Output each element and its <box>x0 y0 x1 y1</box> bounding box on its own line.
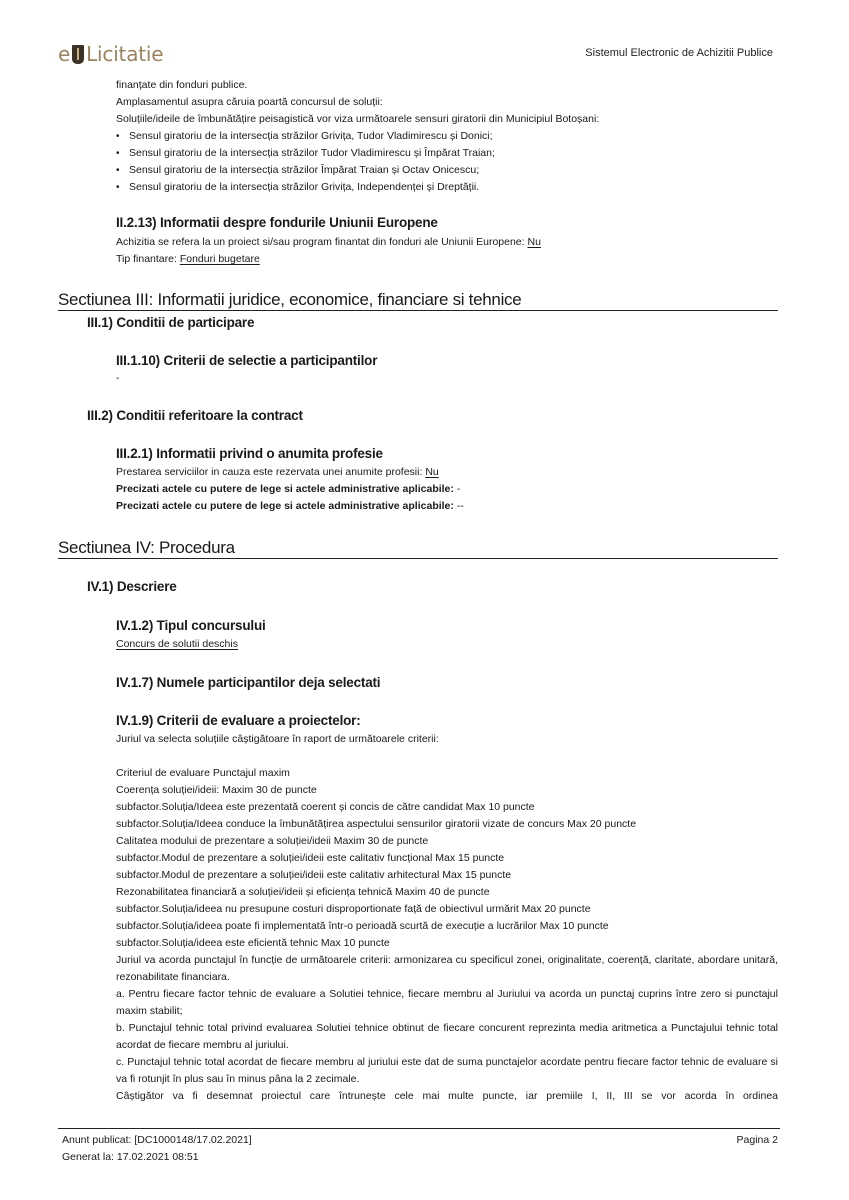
list-item: • Sensul giratoriu de la intersecția străzilor Tudor Vladimirescu și Împărat Traian; <box>116 145 599 162</box>
description-heading: IV.1) Descriere <box>87 579 177 594</box>
criteria-line: Coerența soluției/ideii: Maxim 30 de puncte <box>116 784 317 796</box>
criteria-line: subfactor.Modul de prezentare a soluției/ideii este calitativ arhitectural Max 15 puncte <box>116 869 512 881</box>
evaluation-intro: Juriul va selecta soluțiile câștigătoare în raport de următoarele criterii: <box>116 733 439 745</box>
system-title: Sistemul Electronic de Achizitii Publice <box>585 47 773 59</box>
criteria-line: subfactor.Soluția/Ideea este prezentată coerent și concis de către candidat Max 10 puncte <box>116 801 535 813</box>
eu-funds-heading: II.2.13) Informatii despre fondurile Uniunii Europene <box>116 215 438 230</box>
roundabout-list <box>116 128 599 196</box>
elicitatie-logo <box>58 42 163 66</box>
criteria-line: subfactor.Soluția/ideea nu presupune costuri disproportionate față de obiectivul urmărit Max 20 puncte <box>116 903 591 915</box>
funding-type-value: Fonduri bugetare <box>179 253 260 265</box>
legal-acts-2 <box>116 498 464 515</box>
selected-participants-heading: IV.1.7) Numele participantilor deja selectati <box>116 675 381 690</box>
intro-block <box>116 77 599 196</box>
selection-criteria-heading: III.1.10) Criterii de selectie a participantilor <box>116 353 378 368</box>
section-4-title: Sectiunea IV: Procedura <box>58 538 778 559</box>
profession-value: Nu <box>425 466 439 478</box>
eu-funds-question <box>116 234 541 251</box>
criteria-line: Rezonabilitatea financiară a soluției/ideii și eficiența tehnică Maxim 40 de puncte <box>116 886 490 898</box>
list-item: • Sensul giratoriu de la intersecția străzilor Grivița, Tudor Vladimirescu și Donici; <box>116 128 599 145</box>
profession-question <box>116 464 439 481</box>
section-3-title: Sectiunea III: Informatii juridice, economice, financiare si tehnice <box>58 290 778 311</box>
paragraph-c: c. Punctajul tehnic total acordat de fiecare membru al juriului este dat de suma punctajelor acordate pentru fiecare factor tehnic de evaluare si va fi rotunjit în plus sau în minus pâna la 2 zecimale. <box>116 1056 778 1085</box>
winner-paragraph: Câștigător va fi desemnat proiectul care întrunește cele mai multe puncte, iar premiile I, II, III se vor acorda în ordinea <box>116 1090 778 1102</box>
footer-page-number: Pagina 2 <box>736 1134 778 1146</box>
legal-acts-1 <box>116 481 460 498</box>
criteria-line: subfactor.Soluția/ideea este eficientă tehnic Max 10 puncte <box>116 937 390 949</box>
footer-divider <box>58 1128 780 1129</box>
list-item: • Sensul giratoriu de la intersecția străzilor Împărat Traian și Octav Onicescu; <box>116 162 599 179</box>
profession-label: Prestarea serviciilor in cauza este rezervata unei anumite profesii: <box>116 466 426 478</box>
list-item: • Sensul giratoriu de la intersecția străzilor Grivița, Independenței și Dreptății. <box>116 179 599 196</box>
legal-acts-1-label: Precizati actele cu putere de lege si actele administrative aplicabile: <box>116 483 454 495</box>
eu-funds-label: Achizitia se refera la un proiect si/sau program finantat din fonduri ale Uniunii Europene: <box>116 236 528 248</box>
criteria-line: subfactor.Modul de prezentare a soluției/ideii este calitativ funcțional Max 15 puncte <box>116 852 505 864</box>
criteria-list <box>116 765 778 1105</box>
contest-type-value: Concurs de solutii deschis <box>116 638 238 650</box>
eu-funds-value: Nu <box>527 236 541 248</box>
paragraph-a: a. Pentru fiecare factor tehnic de evaluare a Solutiei tehnice, fiecare membru al Juriului va acorda un punctaj cuprins între zero si punctajul maxim stabilit; <box>116 988 778 1017</box>
legal-acts-1-value: - <box>453 483 461 495</box>
legal-acts-2-value: -- <box>453 500 464 512</box>
criteria-line: Criteriul de evaluare Punctajul maxim <box>116 767 290 779</box>
conditions-participation-heading: III.1) Conditii de participare <box>87 315 255 330</box>
paragraph-b: b. Punctajul tehnic total privind evaluarea Solutiei tehnice obtinut de fiecare concurent reprezinta media aritmetica a Punctajului tehnic total acordat de fiecare membru al juriului. <box>116 1022 778 1051</box>
intro-line-3: Soluțiile/ideile de îmbunătățire peisagistică vor viza următoarele sensuri giratorii din Municipiul Botoșani: <box>116 113 600 125</box>
contract-conditions-heading: III.2) Conditii referitoare la contract <box>87 408 303 423</box>
jury-paragraph: Juriul va acorda punctajul în funcție de următoarele criterii: armonizarea cu specificul zonei, originalitate, coerență, claritate, abordare unitară, rezonabilitate financiara. <box>116 954 778 983</box>
footer-published: Anunt publicat: [DC1000148/17.02.2021] <box>62 1134 252 1146</box>
evaluation-criteria-heading: IV.1.9) Criterii de evaluare a proiectelor: <box>116 713 361 728</box>
logo-e: e <box>58 42 71 66</box>
legal-acts-2-label: Precizati actele cu putere de lege si actele administrative aplicabile: <box>116 500 454 512</box>
intro-line-2: Amplasamentul asupra căruia poartă concursul de soluții: <box>116 96 383 108</box>
profession-heading: III.2.1) Informatii privind o anumita profesie <box>116 446 383 461</box>
criteria-line: subfactor.Soluția/ideea poate fi implementată într-o perioadă scurtă de execuție a lucrărilor Max 10 puncte <box>116 920 609 932</box>
selection-criteria-value: - <box>116 372 120 384</box>
funding-type <box>116 251 260 268</box>
criteria-line: Calitatea modului de prezentare a soluției/ideii Maxim 30 de puncte <box>116 835 429 847</box>
logo-text: Licitatie <box>86 42 164 66</box>
criteria-line: subfactor.Soluția/Ideea conduce la îmbunătățirea aspectului sensurilor giratorii vizate de concurs Max 20 puncte <box>116 818 637 830</box>
contest-type-heading: IV.1.2) Tipul concursului <box>116 618 266 633</box>
footer-generated: Generat la: 17.02.2021 08:51 <box>62 1151 199 1163</box>
funding-type-label: Tip finantare: <box>116 253 180 265</box>
logo-mark-icon <box>72 45 84 64</box>
intro-line-1: finanțate din fonduri publice. <box>116 79 248 91</box>
